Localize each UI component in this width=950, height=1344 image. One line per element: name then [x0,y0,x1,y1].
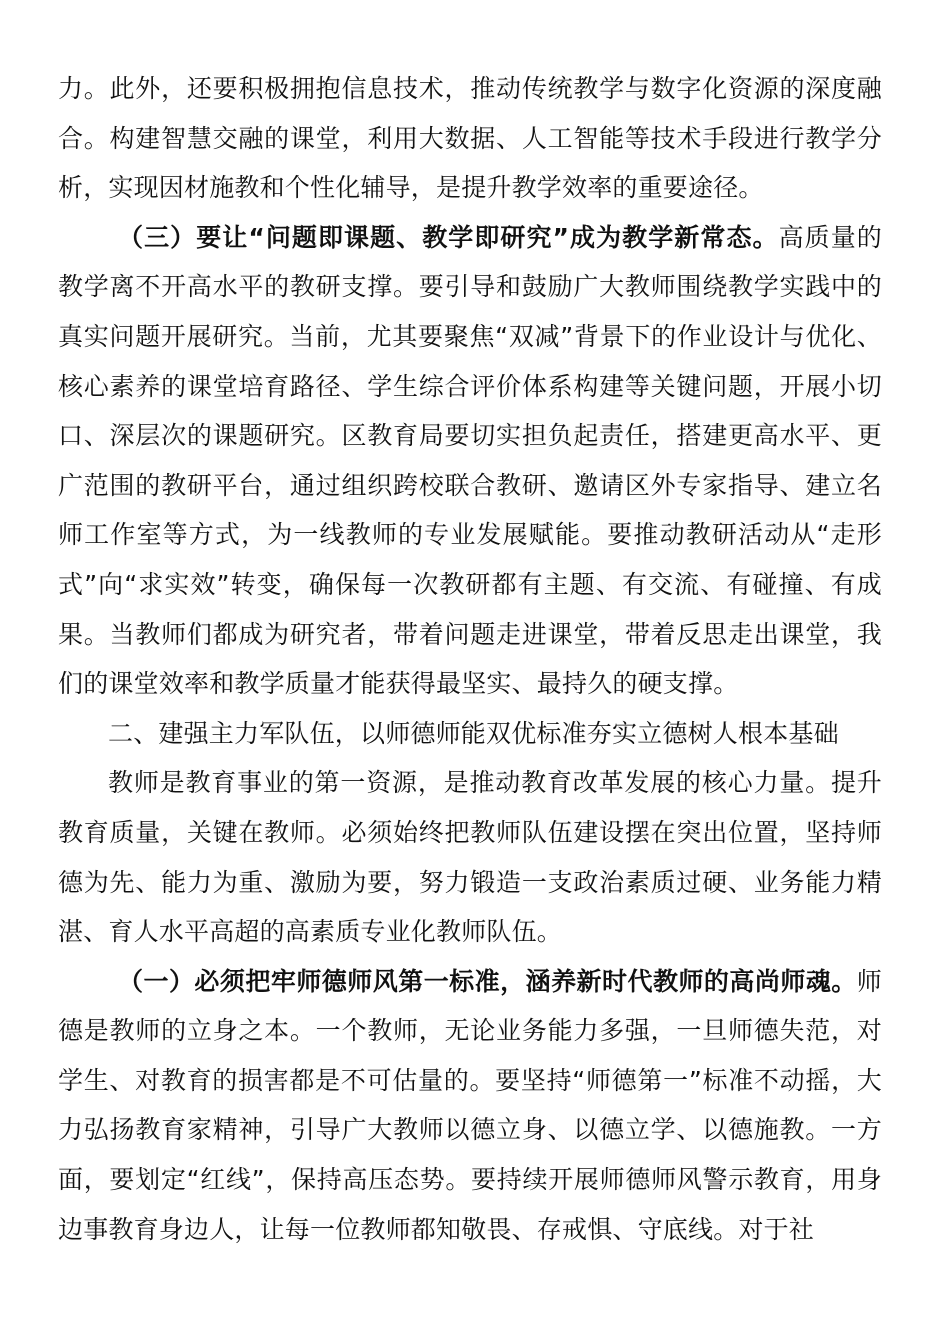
paragraph-body: 教师是教育事业的第一资源，是推动教育改革发展的核心力量。提升教育质量，关键在教师。必须始终把教师队伍建设摆在突出位置，坚持师德为先、能力为重、激励为要，努力锻造一支政治素质过硬、业务能力精湛、育人水平高超的高素质专业化教师队伍。 [58,768,882,947]
section-heading-bold: （三）要让“问题即课题、教学即研究”成为教学新常态。 [118,222,779,252]
chapter-heading-two [58,709,882,759]
section-heading-bold: （一）必须把牢师德师风第一标准，涵养新时代教师的高尚师魂。 [118,966,857,996]
paragraph-continuation [58,64,882,213]
paragraph-section-three [58,213,882,709]
chapter-heading-text: 二、建强主力军队伍，以师德师能双优标准夯实立德树人根本基础 [108,718,839,748]
paragraph-teacher-intro [58,758,882,956]
paragraph-body: 师德是教师的立身之本。一个教师，无论业务能力多强，一旦师德失范，对学生、对教育的损害都是不可估量的。要坚持“师德第一”标准不动摇，大力弘扬教育家精神，引导广大教师以德立身、以德立学、以德施教。一方面，要划定“红线”，保持高压态势。要持续开展师德师风警示教育，用身边事教育身边人，让每一位教师都知敬畏、存戒惧、守底线。对于社 [58,966,882,1244]
paragraph-body: 力。此外，还要积极拥抱信息技术，推动传统教学与数字化资源的深度融合。构建智慧交融的课堂，利用大数据、人工智能等技术手段进行教学分析，实现因材施教和个性化辅导，是提升教学效率的重要途径。 [58,74,882,203]
paragraph-section-one [58,957,882,1255]
document-body [58,64,882,1254]
paragraph-body: 高质量的教学离不开高水平的教研支撑。要引导和鼓励广大教师围绕教学实践中的真实问题开展研究。当前，尤其要聚焦“双减”背景下的作业设计与优化、核心素养的课堂培育路径、学生综合评价体系构建等关键问题，开展小切口、深层次的课题研究。区教育局要切实担负起责任，搭建更高水平、更广范围的教研平台，通过组织跨校联合教研、邀请区外专家指导、建立名师工作室等方式，为一线教师的专业发展赋能。要推动教研活动从“走形式”向“求实效”转变，确保每一次教研都有主题、有交流、有碰撞、有成果。当教师们都成为研究者，带着问题走进课堂，带着反思走出课堂，我们的课堂效率和教学质量才能获得最坚实、最持久的硬支撑。 [58,222,882,699]
